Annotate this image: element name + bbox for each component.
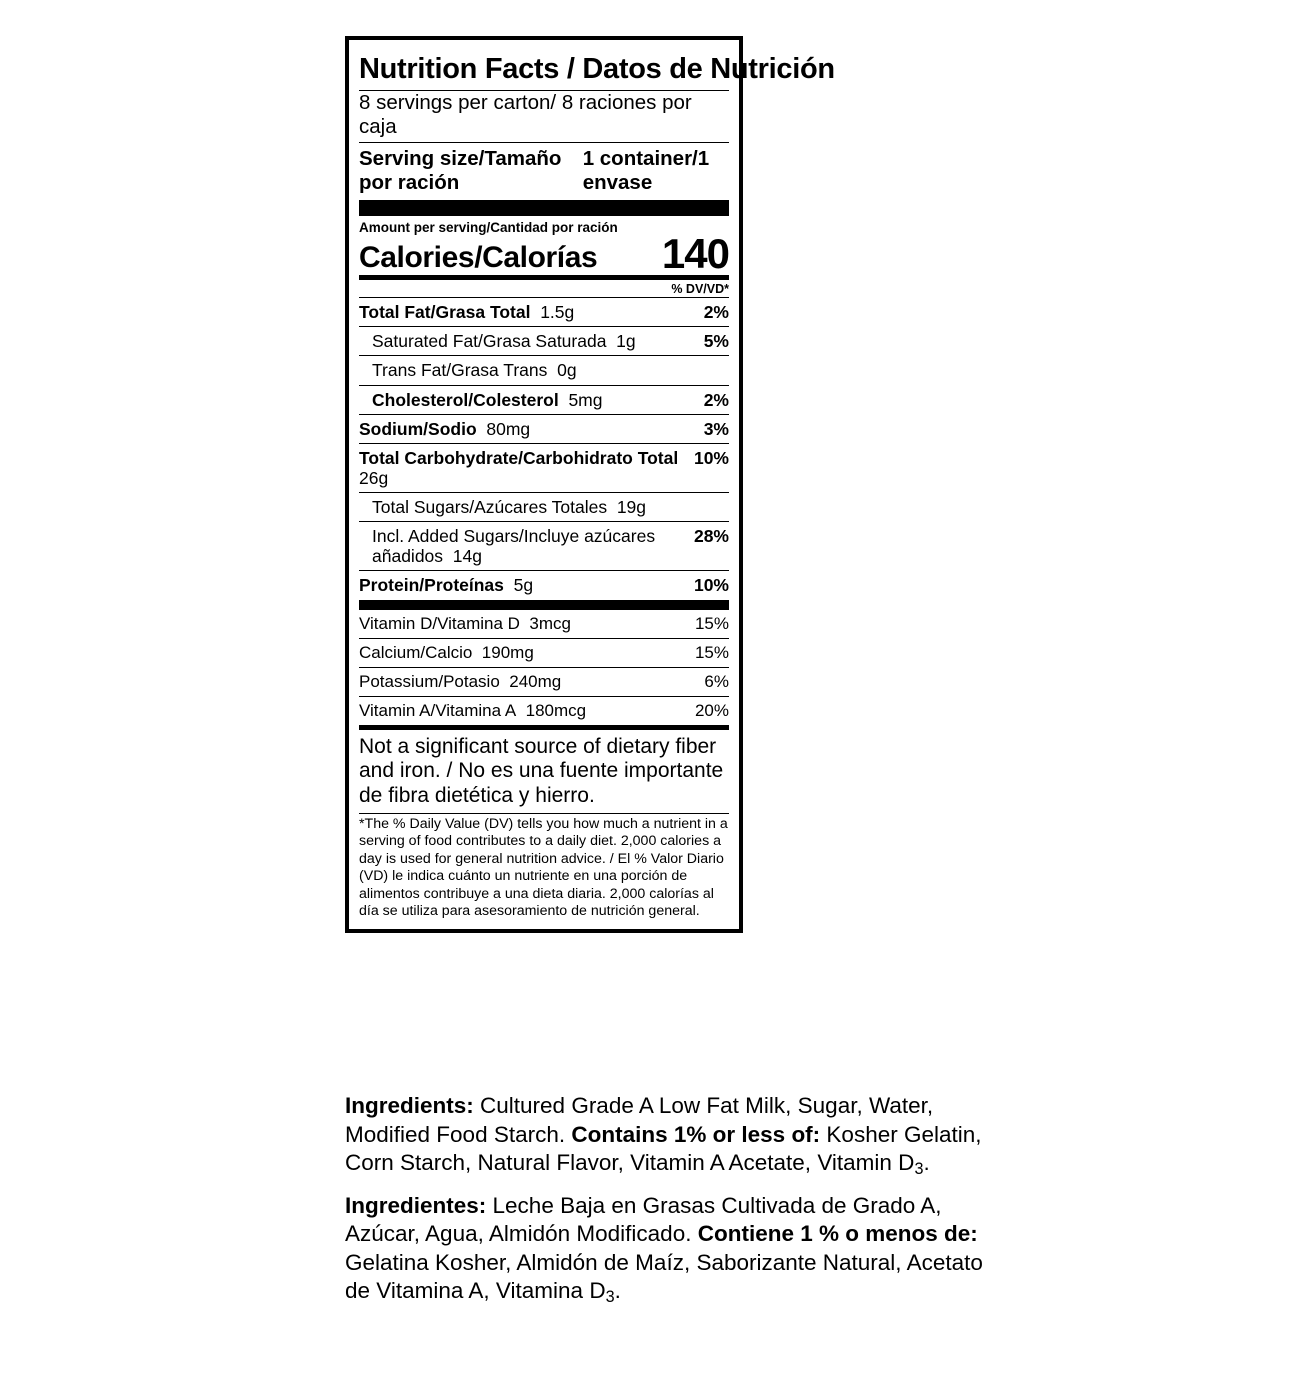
nutrient-name: Total Sugars/Azúcares Totales 19g <box>372 497 647 518</box>
ingredients-spanish-subscript: 3 <box>605 1287 615 1306</box>
nutrient-amount: 1g <box>606 331 636 352</box>
calories-value: 140 <box>661 229 729 277</box>
vitamin-name: Vitamin A/Vitamina A 180mcg <box>359 700 587 720</box>
nutrient-daily-value: 10% <box>693 575 729 596</box>
ingredients-english-text-1: Cultured Grade A Low Fat Milk, Sugar, Water, Modified Food Starch. <box>345 1093 934 1147</box>
vitamin-daily-value: 20% <box>694 700 729 720</box>
nutrient-name: Incl. Added Sugars/Incluye azúcares añadidos 14g <box>372 526 656 567</box>
nutrient-name: Saturated Fat/Grasa Saturada 1g <box>372 331 636 352</box>
nutrient-amount: 0g <box>547 360 577 381</box>
daily-value-footnote: *The % Daily Value (DV) tells you how much a nutrient in a serving of food contributes to a daily diet. 2,000 calories a day is used for general nutrition advice. / El % Valor Diario (VD) le indica cuánto un nutriente en una porción de alimentos contribuye a una dieta diaria. 2,000 calorías al día se utiliza para asesoramiento de nutrición general. <box>359 815 728 920</box>
nutrient-row <box>359 415 729 443</box>
ingredients-spanish-end: . <box>614 1278 621 1304</box>
ingredients-spanish-text-2: Gelatina Kosher, Almidón de Maíz, Saborizante Natural, Acetato de Vitamina A, Vitamina D <box>345 1249 983 1304</box>
serving-size-label: Serving size/Tamaño por ración <box>359 146 562 194</box>
vitamin-row <box>359 697 729 725</box>
ingredients-english-label: Ingredients: <box>345 1093 474 1118</box>
nutrient-row <box>359 356 729 384</box>
nutrient-list <box>359 298 729 600</box>
nutrient-daily-value: 10% <box>693 447 729 468</box>
nutrient-daily-value: 2% <box>703 302 729 323</box>
ingredients-english-text-2: Kosher Gelatin, Corn Starch, Natural Flavor, Vitamin A Acetate, Vitamin D <box>345 1121 982 1176</box>
nutrient-name: Total Fat/Grasa Total 1.5g <box>359 302 575 323</box>
daily-value-header: % DV/VD* <box>671 282 729 297</box>
nutrient-row <box>359 444 729 492</box>
nutrient-row <box>359 493 729 521</box>
ingredients-spanish-label: Ingredientes: <box>345 1192 487 1218</box>
divider-thick-top <box>359 200 729 216</box>
nutrient-name: Trans Fat/Grasa Trans 0g <box>372 360 577 381</box>
nutrient-amount: 19g <box>607 497 647 518</box>
serving-size-row <box>359 143 729 200</box>
nutrient-amount: 5mg <box>558 389 603 410</box>
nutrient-amount: 1.5g <box>530 302 575 323</box>
nutrient-amount: 14g <box>443 546 482 567</box>
ingredients-section <box>345 1092 1005 1320</box>
nutrient-amount: 26g <box>359 447 684 488</box>
nutrient-daily-value: 28% <box>693 526 729 547</box>
nutrient-daily-value: 5% <box>703 331 729 352</box>
ingredients-english-end: . <box>923 1150 930 1176</box>
not-significant-source-note: Not a significant source of dietary fiber and iron. / No es una fuente importante de fibra dietética y hierro. <box>359 734 724 808</box>
calories-label: Calories/Calorías <box>359 241 598 275</box>
nutrient-row <box>359 298 729 326</box>
nutrient-amount: 80mg <box>476 418 531 439</box>
nutrient-row <box>359 571 729 599</box>
nutrient-name: Sodium/Sodio 80mg <box>359 418 531 439</box>
nutrient-amount: 5g <box>503 575 534 596</box>
serving-size-value: 1 container/1 envase <box>582 146 710 194</box>
vitamin-daily-value: 15% <box>694 613 729 633</box>
vitamin-row <box>359 639 729 667</box>
nutrient-row <box>359 522 729 570</box>
ingredients-spanish <box>345 1192 1005 1306</box>
vitamin-name: Calcium/Calcio 190mg <box>359 642 534 662</box>
vitamin-row <box>359 610 729 638</box>
divider-before-vitamins <box>359 601 729 610</box>
nutrient-name: Total Carbohydrate/Carbohidrato Total 26g <box>359 447 684 488</box>
amount-per-serving-label: Amount per serving/Cantidad por ración <box>359 219 618 235</box>
vitamin-name: Vitamin D/Vitamina D 3mcg <box>359 613 571 633</box>
vitamin-daily-value: 15% <box>694 642 729 662</box>
nutrient-daily-value: 3% <box>703 418 729 439</box>
ingredients-english-contains-label: Contains 1% or less of: <box>571 1121 821 1147</box>
panel-title: Nutrition Facts / Datos de Nutrición <box>359 53 835 85</box>
nutrient-row <box>359 327 729 355</box>
ingredients-spanish-text-1: Leche Baja en Grasas Cultivada de Grado A, Azúcar, Agua, Almidón Modificado. <box>345 1192 942 1247</box>
calories-row <box>359 229 729 277</box>
vitamin-row <box>359 668 729 696</box>
nutrient-daily-value: 2% <box>703 389 729 410</box>
nutrient-row <box>359 386 729 414</box>
ingredients-english-subscript: 3 <box>914 1159 924 1178</box>
nutrient-name: Cholesterol/Colesterol 5mg <box>372 389 603 410</box>
nutrition-facts-panel <box>345 36 835 933</box>
ingredients-english <box>345 1092 1005 1178</box>
vitamin-daily-value: 6% <box>704 671 729 691</box>
nutrient-name: Protein/Proteínas 5g <box>359 575 534 596</box>
ingredients-spanish-contains-label: Contiene 1 % o menos de: <box>697 1221 978 1247</box>
servings-per-container: 8 servings per carton/ 8 raciones por caja <box>359 91 692 138</box>
vitamin-name: Potassium/Potasio 240mg <box>359 671 562 691</box>
vitamin-list <box>359 610 729 725</box>
